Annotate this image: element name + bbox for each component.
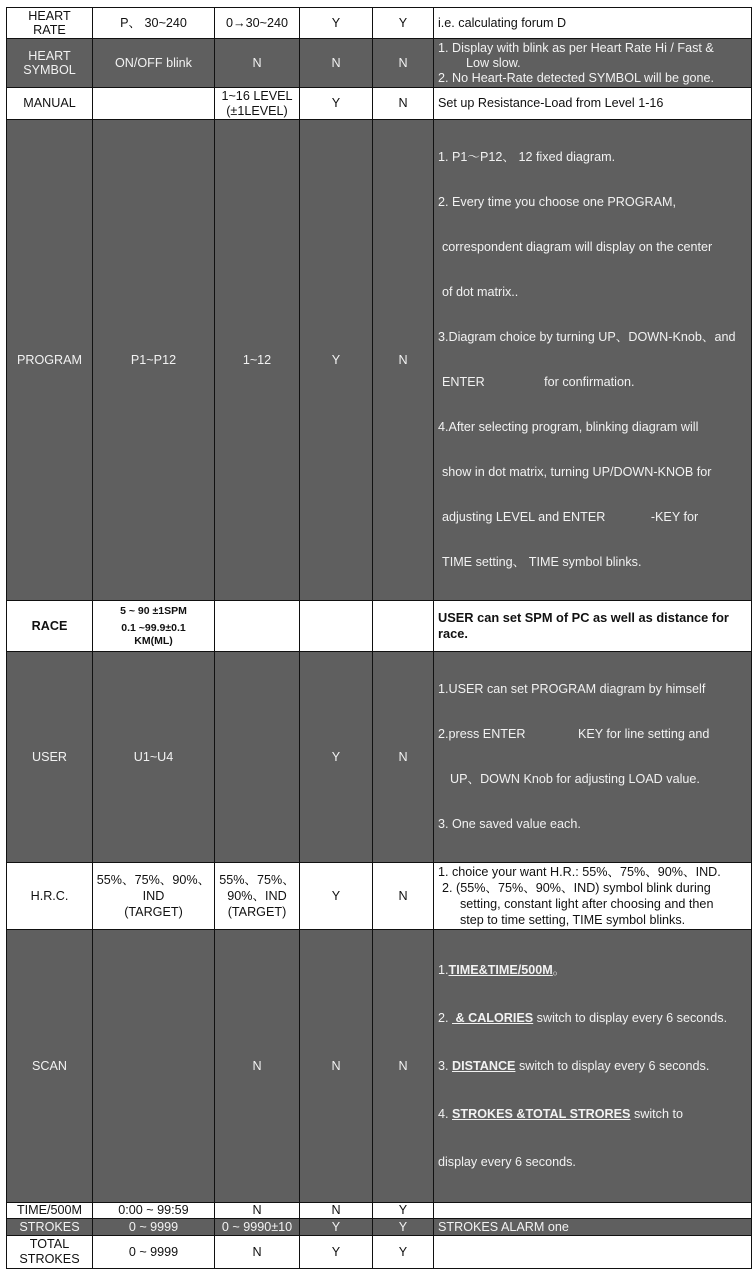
setting-cell: N xyxy=(215,1236,300,1269)
row-total-strokes xyxy=(7,1236,752,1269)
description-cell: 1.USER can set PROGRAM diagram by himself 2.press ENTER KEY for line setting and UP、DOWN Knob for adjusting LOAD value. 3. One saved value each. xyxy=(434,652,752,863)
setting-cell xyxy=(215,601,300,652)
description-cell: 1. Display with blink as per Heart Rate Hi / Fast & Low slow. 2. No Heart-Rate detected SYMBOL will be gone. xyxy=(434,39,752,88)
item-cell: HEART SYMBOL xyxy=(7,39,93,88)
setting-cell: N xyxy=(215,39,300,88)
col4-cell: Y xyxy=(300,1236,373,1269)
range-cell: U1~U4 xyxy=(93,652,215,863)
description-cell xyxy=(434,1203,752,1219)
item-cell: RACE xyxy=(7,601,93,652)
col4-cell: Y xyxy=(300,88,373,120)
item-cell: HEART RATE xyxy=(7,8,93,39)
row-user xyxy=(7,652,752,863)
range-cell: 0 ~ 9999 xyxy=(93,1236,215,1269)
setting-cell: 1~16 LEVEL (±1LEVEL) xyxy=(215,88,300,120)
col5-cell: N xyxy=(373,863,434,930)
row-heart-symbol xyxy=(7,39,752,88)
row-time-500m xyxy=(7,1203,752,1219)
description-cell xyxy=(434,1236,752,1269)
col4-cell: N xyxy=(300,1203,373,1219)
col4-cell: Y xyxy=(300,1219,373,1236)
setting-cell: N xyxy=(215,930,300,1203)
description-cell: Set up Resistance-Load from Level 1-16 xyxy=(434,88,752,120)
col5-cell: Y xyxy=(373,1203,434,1219)
item-cell: PROGRAM xyxy=(7,120,93,601)
col4-cell: N xyxy=(300,930,373,1203)
row-manual xyxy=(7,88,752,120)
col5-cell: Y xyxy=(373,1236,434,1269)
description-cell: USER can set SPM of PC as well as distance for race. xyxy=(434,601,752,652)
item-cell: SCAN xyxy=(7,930,93,1203)
col4-cell: Y xyxy=(300,8,373,39)
range-cell: 0 ~ 9999 xyxy=(93,1219,215,1236)
col4-cell: Y xyxy=(300,652,373,863)
range-cell: 0:00 ~ 99:59 xyxy=(93,1203,215,1219)
range-cell: P1~P12 xyxy=(93,120,215,601)
spec-table xyxy=(6,7,752,1269)
description-cell: 1. P1～P12、 12 fixed diagram. 2. Every time you choose one PROGRAM, correspondent diagram will display on the center of dot matrix.. 3.Diagram choice by turning UP、DOWN-Knob、and ENTER for confirmation. 4.After selecting program, blinking diagram will show in dot matrix, turning UP/DOWN-KNOB for adjusting LEVEL and ENTER -KEY for TIME setting、 TIME symbol blinks. xyxy=(434,120,752,601)
range-cell: P、 30~240 xyxy=(93,8,215,39)
range-cell: 5 ~ 90 ±1SPM 0.1 ~99.9±0.1 KM(ML) xyxy=(93,601,215,652)
item-cell: H.R.C. xyxy=(7,863,93,930)
row-hrc xyxy=(7,863,752,930)
description-cell: 1.TIME&TIME/500M。 2. & CALORIES switch to display every 6 seconds. 3. DISTANCE switch to display every 6 seconds. 4. STROKES &TOTAL STRORES switch to display every 6 seconds. xyxy=(434,930,752,1203)
col5-cell xyxy=(373,601,434,652)
col5-cell: Y xyxy=(373,8,434,39)
row-program xyxy=(7,120,752,601)
setting-cell xyxy=(215,652,300,863)
col5-cell: N xyxy=(373,39,434,88)
range-cell xyxy=(93,930,215,1203)
setting-cell: 1~12 xyxy=(215,120,300,601)
description-cell: i.e. calculating forum D xyxy=(434,8,752,39)
setting-cell: 0 ~ 9990±10 xyxy=(215,1219,300,1236)
description-cell: 1. choice your want H.R.: 55%、75%、90%、IND. 2. (55%、75%、90%、IND) symbol blink during setting, constant light after choosing and then step to time setting, TIME symbol blinks. xyxy=(434,863,752,930)
item-cell: MANUAL xyxy=(7,88,93,120)
col5-cell: N xyxy=(373,120,434,601)
col5-cell: N xyxy=(373,88,434,120)
col4-cell: N xyxy=(300,39,373,88)
row-heart-rate xyxy=(7,8,752,39)
col5-cell: N xyxy=(373,652,434,863)
col5-cell: Y xyxy=(373,1219,434,1236)
setting-cell: 0→30~240 xyxy=(215,8,300,39)
row-strokes xyxy=(7,1219,752,1236)
row-scan xyxy=(7,930,752,1203)
range-cell: ON/OFF blink xyxy=(93,39,215,88)
setting-cell: 55%、75%、 90%、IND (TARGET) xyxy=(215,863,300,930)
range-cell xyxy=(93,88,215,120)
item-cell: USER xyxy=(7,652,93,863)
col5-cell: N xyxy=(373,930,434,1203)
row-race xyxy=(7,601,752,652)
item-cell: TOTAL STROKES xyxy=(7,1236,93,1269)
item-cell: STROKES xyxy=(7,1219,93,1236)
setting-cell: N xyxy=(215,1203,300,1219)
col4-cell: Y xyxy=(300,120,373,601)
description-cell: STROKES ALARM one xyxy=(434,1219,752,1236)
item-cell: TIME/500M xyxy=(7,1203,93,1219)
col4-cell: Y xyxy=(300,863,373,930)
col4-cell xyxy=(300,601,373,652)
range-cell: 55%、75%、90%、 IND (TARGET) xyxy=(93,863,215,930)
